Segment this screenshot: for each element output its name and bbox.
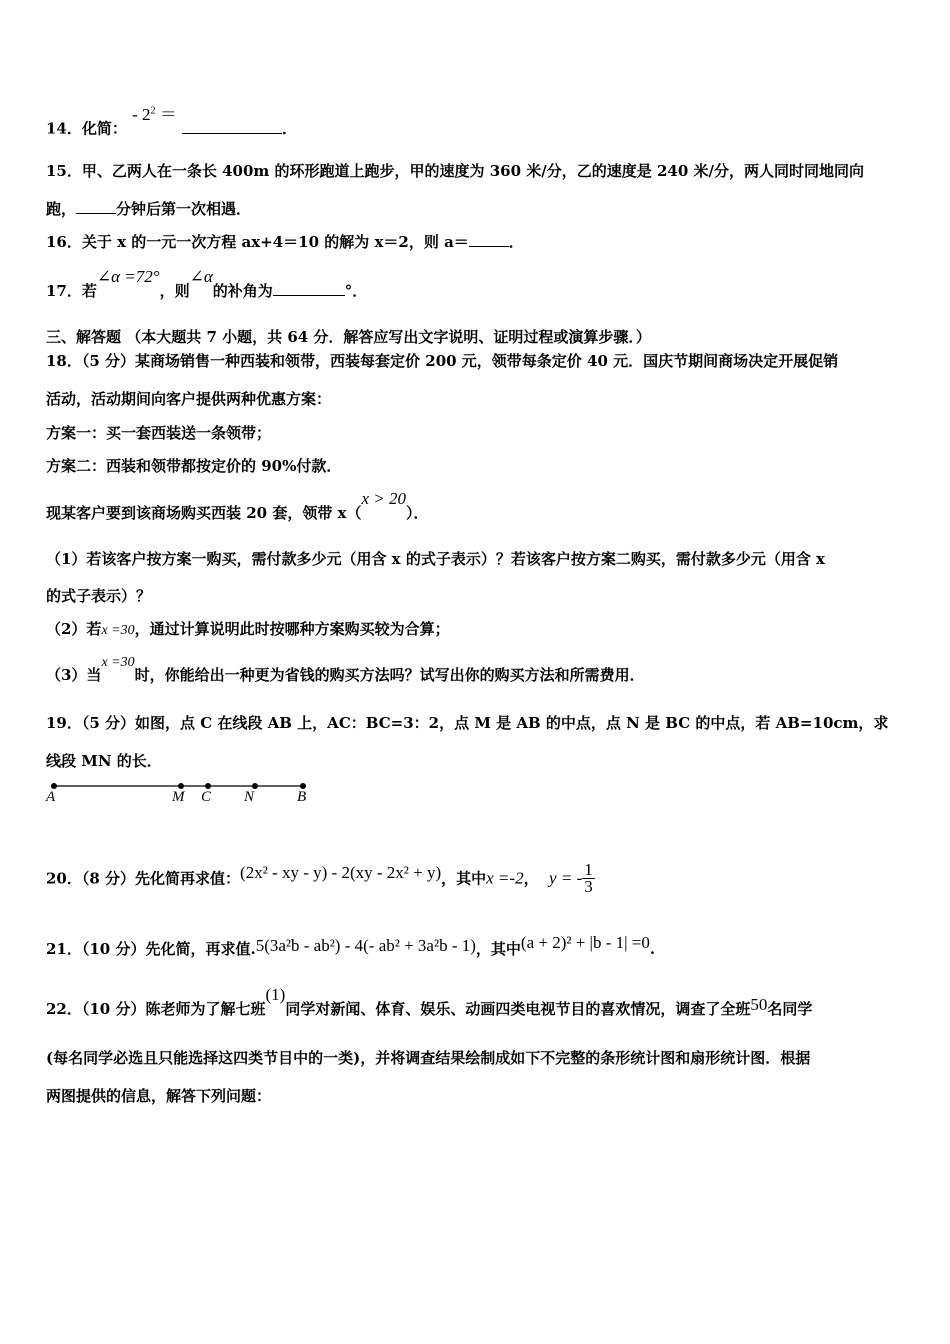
q20-yval: y = - bbox=[549, 868, 583, 888]
question-20 bbox=[46, 862, 910, 898]
q14-text: 14．化简： bbox=[46, 119, 127, 138]
q18-buy bbox=[46, 489, 910, 524]
q20-xval: x =-2 bbox=[486, 868, 524, 888]
q18-p3-b: 时，你能给出一种更为省钱的购买方法吗？试写出你的购买方法和所需费用． bbox=[134, 666, 645, 684]
q17-angle2: ∠α bbox=[189, 267, 213, 286]
point-b-label: B bbox=[297, 789, 307, 805]
question-16 bbox=[46, 231, 910, 253]
q20-fraction: $\frac{1}{3}$ bbox=[584, 860, 593, 896]
question-14 bbox=[46, 104, 910, 140]
point-c-label: C bbox=[201, 789, 212, 805]
q21-end: . bbox=[649, 940, 656, 958]
q22-c: 名同学 bbox=[767, 1000, 813, 1018]
q21-b: ，其中 bbox=[475, 940, 521, 958]
question-15-line1: 15．甲、乙两人在一条长 400m 的环形跑道上跑步，甲的速度为 360 米/分，乙的速度是 240 米/分，两人同时同地同向 bbox=[46, 162, 864, 180]
question-21 bbox=[46, 933, 910, 960]
q22-a: 22．（10 分）陈老师为了解七班 bbox=[46, 1000, 266, 1018]
q19-line2: 线段 MN 的长． bbox=[46, 752, 162, 770]
q18-plan1: 方案一：买一套西装送一条领带； bbox=[46, 424, 272, 442]
q18-p2-b: ，通过计算说明此时按哪种方案购买较为合算； bbox=[134, 620, 450, 638]
q18-p2 bbox=[46, 618, 910, 642]
q18-buy-a: 现某客户要到该商场购买西装 20 套，领带 x（ bbox=[46, 504, 362, 522]
question-17 bbox=[46, 267, 910, 302]
q22-b: 同学对新闻、体育、娱乐、动画四类电视节目的喜欢情况，调查了全班 bbox=[285, 1000, 751, 1018]
q20-b: ，其中 bbox=[441, 869, 487, 888]
q16-text: 16．关于 x 的一元一次方程 ax+4＝10 的解为 x＝2，则 a＝ bbox=[46, 233, 469, 251]
q20-expr: (2x² - xy - y) - 2(xy - 2x² + y) bbox=[240, 862, 442, 882]
q18-plan2: 方案二：西装和领带都按定价的 90%付款． bbox=[46, 457, 342, 475]
q17-angle1: ∠α =72° bbox=[96, 267, 160, 286]
q17-blank bbox=[273, 281, 345, 296]
q14-blank bbox=[182, 119, 282, 134]
q17-b: ，则 bbox=[159, 282, 190, 300]
section-3-heading: 三、解答题 （本大题共 7 小题，共 64 分．解答应写出文字说明、证明过程或演算步骤．） bbox=[46, 328, 651, 346]
q22-line2: (每名同学必选且只能选择这四类节目中的一类)，并将调查结果绘制成如下不完整的条形统计图和扇形统计图．根据 bbox=[46, 1049, 811, 1067]
q15-blank bbox=[76, 199, 116, 214]
q22-line1 bbox=[46, 985, 910, 1020]
q18-buy-b: ）． bbox=[406, 504, 429, 522]
q18-line2: 活动，活动期间向客户提供两种优惠方案： bbox=[46, 390, 332, 408]
question-15-line2 bbox=[46, 198, 910, 220]
q18-p2-a: （2）若 bbox=[46, 620, 102, 638]
q21-cond: (a + 2)² + |b - 1| =0 bbox=[520, 933, 650, 952]
q18-line1: 18．（5 分）某商场销售一种西装和领带，西装每套定价 200 元，领带每条定价 40 元．国庆节期间商场决定开展促销 bbox=[46, 352, 839, 370]
q14-end: ． bbox=[282, 119, 298, 138]
q18-p2-cond: x =30 bbox=[101, 623, 135, 638]
q21-expr: 5(3a²b - ab²) - 4(- ab² + 3a²b - 1) bbox=[255, 936, 476, 955]
q20-a: 20．（8 分）先化简再求值： bbox=[46, 869, 241, 888]
q18-p1-line2: 的式子表示）？ bbox=[46, 587, 152, 605]
q21-a: 21．（10 分）先化简，再求值. bbox=[46, 940, 256, 958]
q16-blank bbox=[469, 232, 509, 247]
point-n-label: N bbox=[244, 789, 255, 805]
q22-class: (1) bbox=[265, 985, 286, 1004]
q22-count: 50 bbox=[750, 995, 768, 1014]
q22-line3: 两图提供的信息，解答下列问题： bbox=[46, 1087, 272, 1105]
q16-end: ． bbox=[508, 233, 524, 251]
q17-end: °． bbox=[344, 282, 368, 300]
point-m-label: M bbox=[172, 789, 185, 805]
q18-p3 bbox=[46, 655, 910, 688]
segment-figure bbox=[40, 778, 320, 808]
point-a-label: A bbox=[46, 789, 56, 805]
q18-p3-cond: x =30 bbox=[101, 655, 135, 670]
q20-c: ， bbox=[523, 869, 539, 888]
q18-buy-cond: x > 20 bbox=[361, 489, 407, 508]
q19-line1: 19．（5 分）如图，点 C 在线段 AB 上，AC：BC=3：2，点 M 是 AB 的中点，点 N 是 BC 的中点，若 AB=10cm，求 bbox=[46, 714, 889, 732]
q14-expr: - $2^2$ ＝ bbox=[132, 104, 177, 124]
q15-b: 分钟后第一次相遇． bbox=[116, 200, 252, 218]
q18-p1-line1: （1）若该客户按方案一购买，需付款多少元（用含 x 的式子表示）？若该客户按方案二购买，需付款多少元（用含 x bbox=[46, 550, 825, 568]
q17-c: 的补角为 bbox=[212, 282, 273, 300]
q17-a: 17．若 bbox=[46, 282, 97, 300]
q15-a: 跑， bbox=[46, 200, 77, 218]
q18-p3-a: （3）当 bbox=[46, 666, 102, 684]
